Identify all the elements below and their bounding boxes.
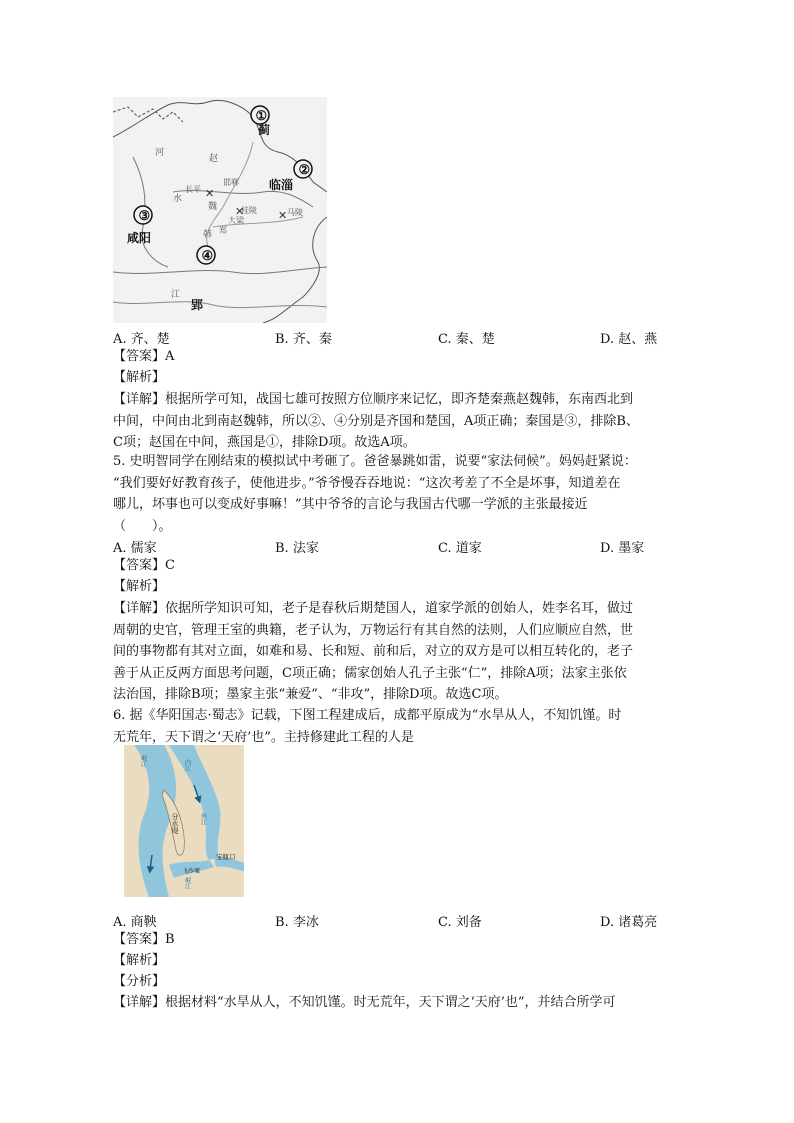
svg-text:④: ④ [201, 249, 214, 264]
svg-text:外江: 外江 [199, 813, 207, 825]
label-ying: 郢 [191, 298, 204, 312]
q4-detail: 【详解】根据所学可知，战国七雄可按照方位顺序来记忆，即齐楚秦燕赵魏韩，东南西北到 中间，中间由北到南赵魏韩，所以②、④分别是齐国和楚国，A项正确；秦国是③，排除B、 C项；赵国在中间，燕国是①，排除D项。故选A项。 [113, 392, 639, 450]
svg-text:魏: 魏 [208, 202, 218, 212]
q6-option-b[interactable]: B. 李冰 [275, 915, 319, 930]
svg-text:韩: 韩 [203, 230, 213, 240]
q5-option-d[interactable]: D. 墨家 [600, 541, 645, 556]
q6-detail: 【详解】根据材料“水旱从人，不知饥馑。时无荒年，天下谓之‘天府’也”，并结合所学可 [113, 995, 616, 1010]
q4-options [113, 328, 713, 348]
label-linzi: 临淄 [269, 178, 294, 192]
q4-answer: 【答案】A [113, 349, 175, 364]
q6-option-a[interactable]: A. 商鞅 [113, 915, 157, 930]
label-xianyang: 咸阳 [127, 231, 152, 245]
dujiangyan-map [124, 745, 244, 897]
q5-option-b[interactable]: B. 法家 [275, 541, 319, 556]
q5-detail: 【详解】依据所学知识可知，老子是春秋后期楚国人，道家学派的创始人，姓李名耳，做过 周朝的史官，管理王室的典籍，老子认为，万物运行有其自然的法则，人们应顺应自然，世 间的事物都有其对立面，如难和易、长和短、前和后，对立的双方是可以相互转化的，老子 善于从正反两方面思考问题，C项正确；儒家创始人孔子主张“仁”，排除A项；法家主张依 法治国，排除B项；墨家主张“兼爱”、“非攻”，排除D项。故选C项。 [113, 601, 634, 702]
label-ji: 蓟 [258, 123, 271, 137]
svg-text:②: ② [298, 163, 311, 178]
q5-stem: 5. 史明智同学在刚结束的模拟试中考砸了。爸爸暴跳如雷，说要“家法伺候”。妈妈赶紧说： “我们要好好教育孩子，使他进步。”爷爷慢吞吞地说：“这次考差了不全是坏事，知道差在 哪儿，坏事也可以变成好事嘛！”其中爷爷的言论与我国古代哪一学派的主张最接近 （ ）。 [113, 454, 637, 534]
q4-analysis-heading: 【解析】 [113, 370, 166, 385]
q6-stem: 6. 据《华阳国志·蜀志》记载，下图工程建成后，成都平原成为“水旱从人，不知饥馑。时 无荒年，天下谓之‘天府’也”。主持修建此工程的人是 [113, 708, 622, 745]
marker-3 [134, 206, 152, 224]
q4-option-a[interactable]: A. 齐、楚 [113, 332, 170, 347]
svg-text:河: 河 [155, 148, 165, 158]
svg-text:①: ① [255, 109, 268, 124]
q5-option-a[interactable]: A. 儒家 [113, 541, 157, 556]
svg-text:赵: 赵 [209, 154, 219, 164]
svg-text:长平: 长平 [185, 185, 201, 194]
svg-text:桂陵: 桂陵 [241, 206, 257, 215]
svg-text:岷江: 岷江 [183, 877, 191, 889]
q6-option-c[interactable]: C. 刘备 [438, 915, 482, 930]
svg-text:江: 江 [171, 290, 181, 300]
q5-option-c[interactable]: C. 道家 [438, 541, 482, 556]
svg-text:宝瓶口: 宝瓶口 [216, 853, 236, 861]
svg-text:内江: 内江 [183, 759, 191, 771]
svg-text:分水堤: 分水堤 [171, 813, 179, 834]
q4-option-c[interactable]: C. 秦、楚 [438, 332, 495, 347]
svg-text:马陵: 马陵 [287, 208, 303, 217]
q4-option-b[interactable]: B. 齐、秦 [275, 332, 332, 347]
svg-text:飞沙堰: 飞沙堰 [182, 868, 201, 875]
svg-text:水: 水 [173, 194, 183, 204]
svg-text:③: ③ [138, 209, 151, 224]
q6-option-d[interactable]: D. 诸葛亮 [600, 915, 658, 930]
marker-2 [294, 160, 312, 178]
svg-text:✕: ✕ [205, 187, 215, 200]
marker-4 [197, 246, 215, 264]
svg-text:邯郸: 邯郸 [223, 178, 239, 187]
q6-fenxi-heading: 【分析】 [113, 974, 166, 989]
q5-analysis-heading: 【解析】 [113, 579, 166, 594]
q6-options [113, 911, 713, 931]
marker-1 [251, 106, 269, 124]
q6-analysis-heading: 【解析】 [113, 953, 166, 968]
svg-text:大梁: 大梁 [228, 216, 244, 225]
svg-text:✕: ✕ [278, 209, 288, 222]
warring-states-map [113, 97, 327, 323]
svg-text:郑: 郑 [219, 226, 227, 235]
q5-answer: 【答案】C [113, 558, 175, 573]
q6-answer: 【答案】B [113, 932, 175, 947]
svg-text:岷江: 岷江 [139, 755, 147, 767]
q5-options [113, 537, 713, 557]
q4-option-d[interactable]: D. 赵、燕 [600, 332, 658, 347]
svg-text:✕: ✕ [235, 205, 245, 218]
